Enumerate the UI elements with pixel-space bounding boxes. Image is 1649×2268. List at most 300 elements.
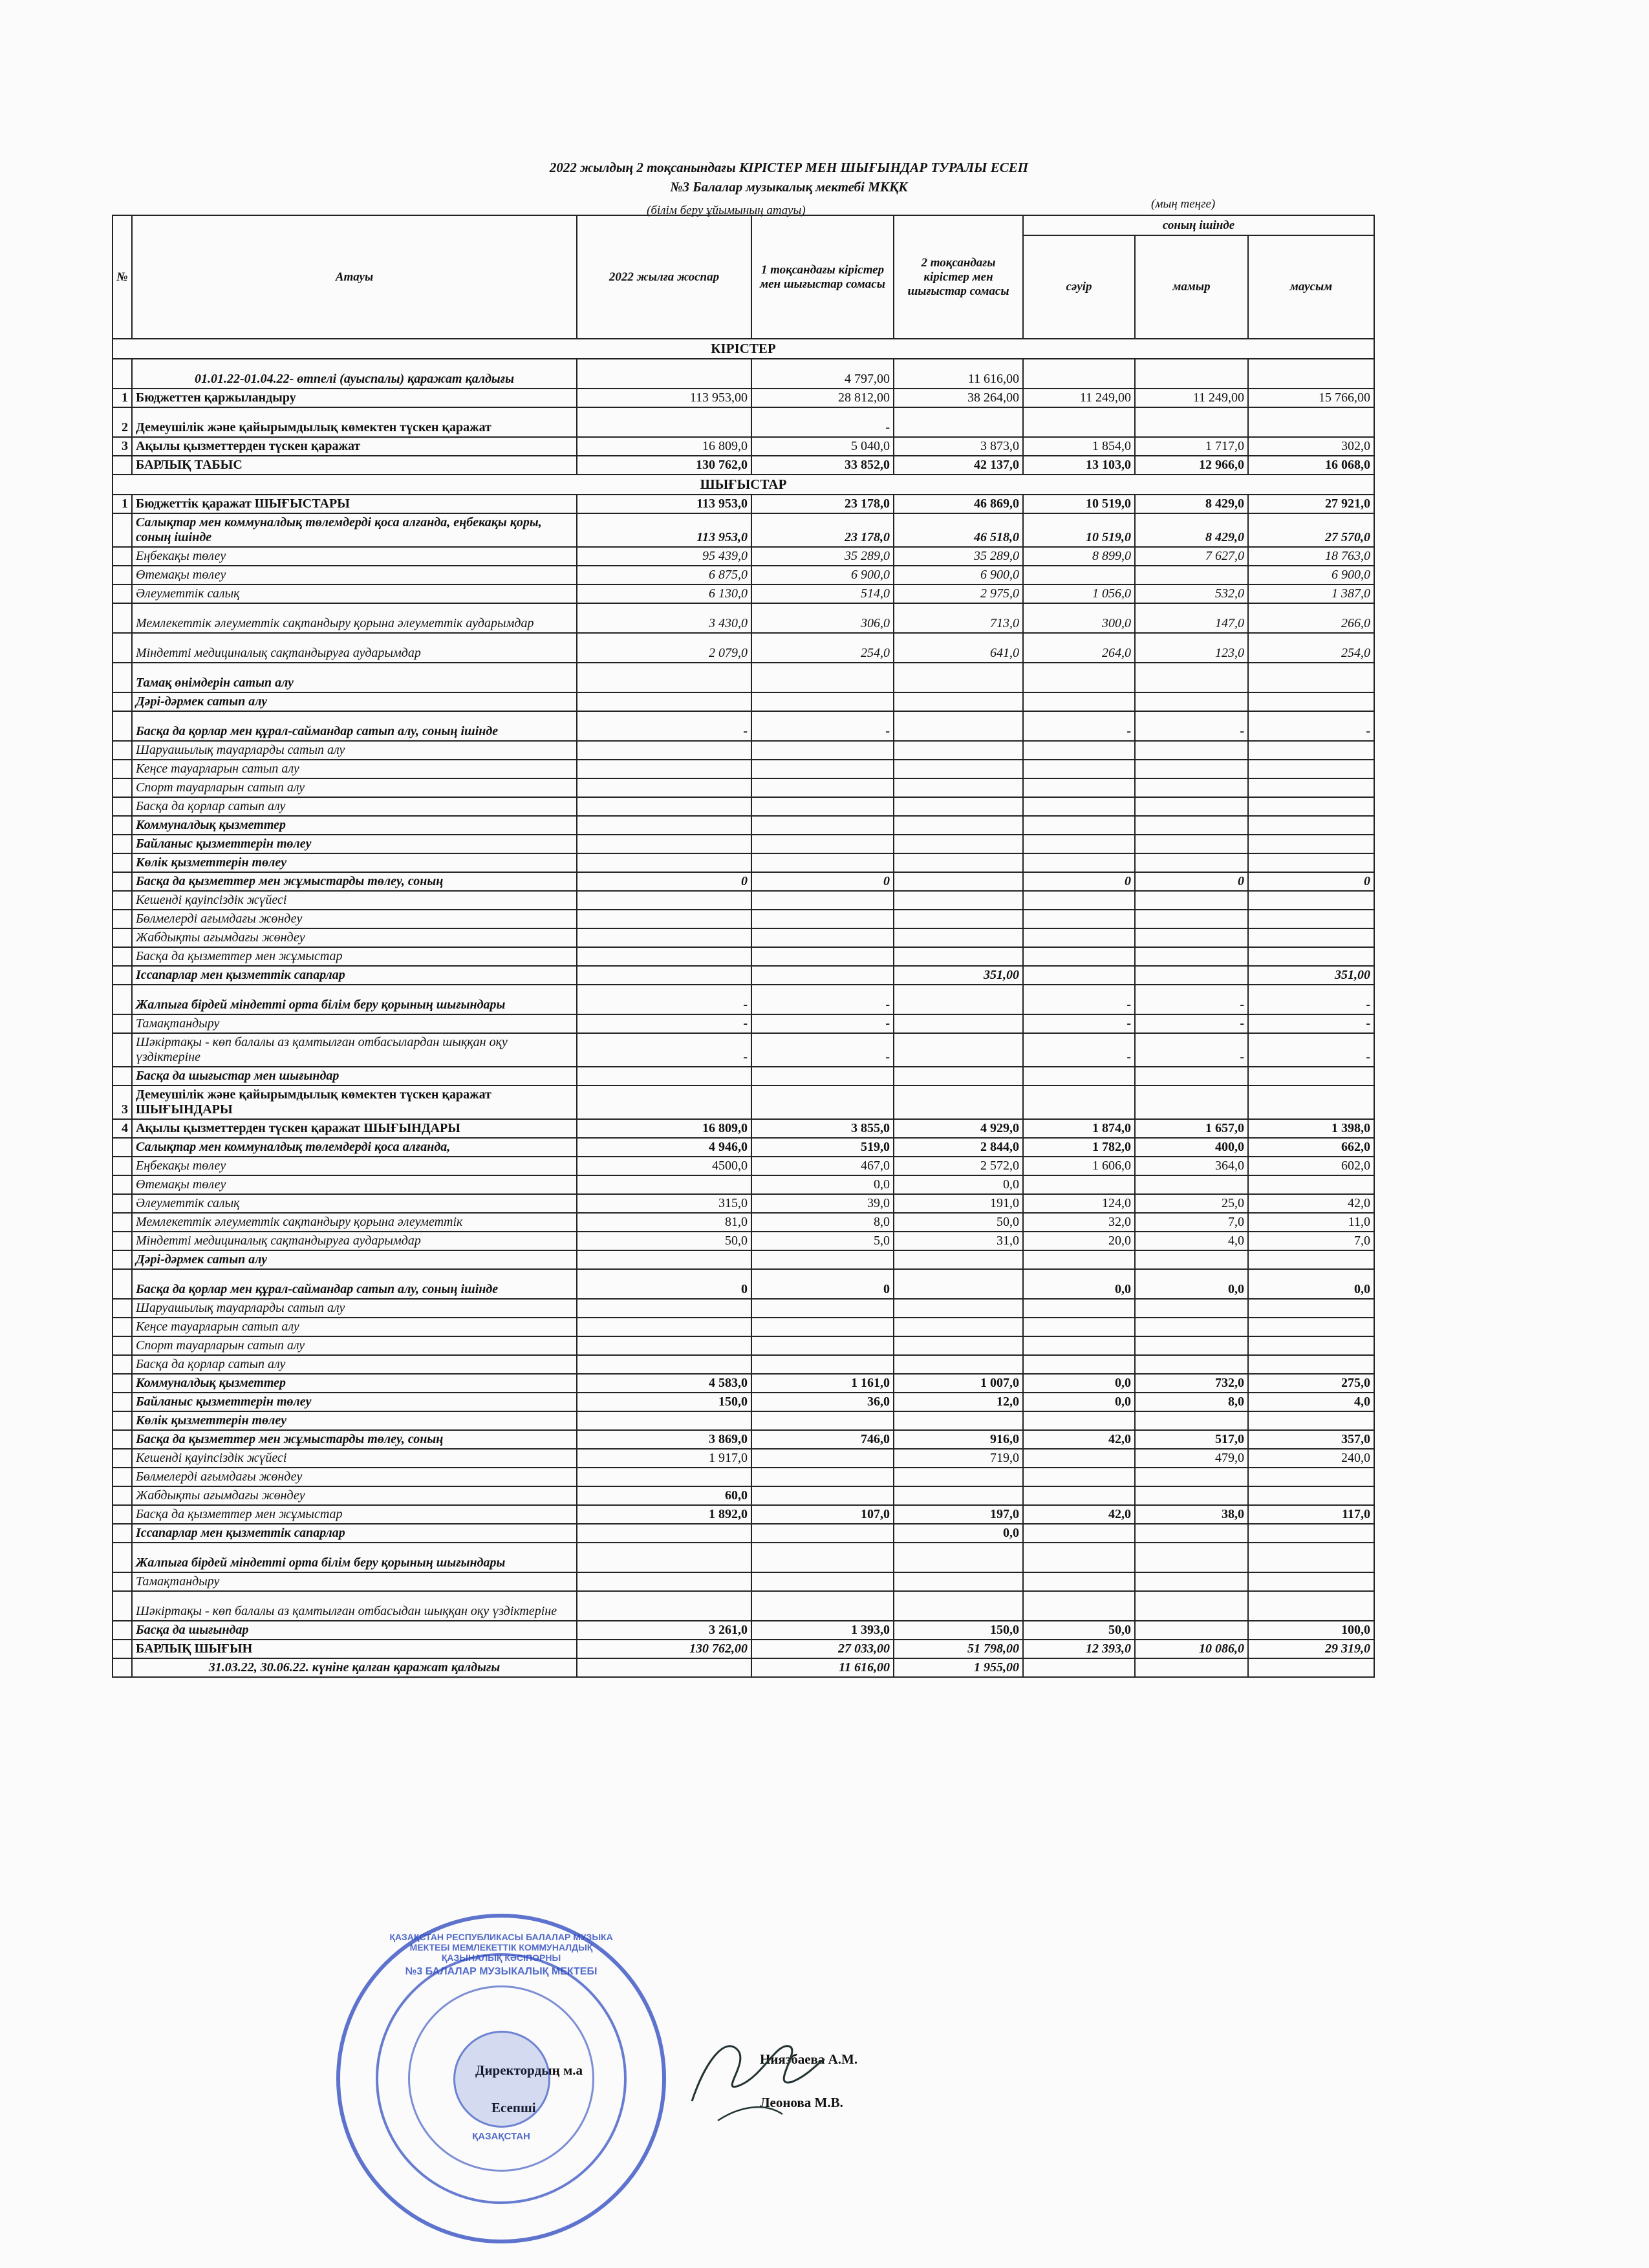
cell-apr — [1023, 1086, 1135, 1119]
cell-may: 25,0 — [1135, 1194, 1248, 1213]
cell-may: 732,0 — [1135, 1374, 1248, 1393]
row-number — [113, 1591, 132, 1621]
cell-q1 — [751, 1336, 894, 1355]
row-label: 31.03.22, 30.06.22. күніне қалған қаражат қалдығы — [132, 1658, 577, 1677]
cell-plan — [577, 1086, 751, 1119]
cell-may: 11 249,00 — [1135, 389, 1248, 407]
table-row — [113, 1138, 1374, 1157]
cell-q2 — [894, 1468, 1023, 1486]
cell-may — [1135, 760, 1248, 778]
row-number — [113, 513, 132, 547]
cell-apr — [1023, 835, 1135, 853]
cell-jun — [1248, 1524, 1374, 1543]
cell-q1: 23 178,0 — [751, 513, 894, 547]
row-label: Басқа да қорлар мен құрал-саймандар сатып алу, соның ішінде — [132, 711, 577, 741]
row-number — [113, 816, 132, 835]
cell-apr: 1 854,0 — [1023, 437, 1135, 456]
cell-may — [1135, 1621, 1248, 1640]
row-label: Байланыс қызметтерін төлеу — [132, 835, 577, 853]
cell-may: 12 966,0 — [1135, 456, 1248, 475]
table-row — [113, 495, 1374, 513]
row-label: Дәрі-дәрмек сатып алу — [132, 692, 577, 711]
cell-apr: 12 393,0 — [1023, 1640, 1135, 1658]
cell-jun — [1248, 692, 1374, 711]
row-number — [113, 566, 132, 584]
row-number — [113, 1505, 132, 1524]
row-label: Басқа да қызметтер мен жұмыстарды төлеу, соның — [132, 872, 577, 891]
table-row — [113, 816, 1374, 835]
report-title: 2022 жылдың 2 тоқсанындағы КІРІСТЕР МЕН ШЫҒЫНДАР ТУРАЛЫ ЕСЕП — [549, 160, 1029, 175]
row-number — [113, 853, 132, 872]
cell-q2 — [894, 778, 1023, 797]
cell-may — [1135, 692, 1248, 711]
row-number — [113, 1213, 132, 1232]
cell-q1: - — [751, 407, 894, 437]
table-row — [113, 1355, 1374, 1374]
cell-q1 — [751, 1572, 894, 1591]
director-name: Ниязбаева А.М. — [760, 2051, 858, 2067]
cell-q1: - — [751, 1033, 894, 1067]
row-number — [113, 966, 132, 985]
table-row — [113, 872, 1374, 891]
cell-q2: 2 572,0 — [894, 1157, 1023, 1175]
unit-note: (мың теңге) — [1151, 197, 1216, 211]
row-number — [113, 1269, 132, 1299]
cell-q2 — [894, 711, 1023, 741]
row-number — [113, 1621, 132, 1640]
row-number: 3 — [113, 1086, 132, 1119]
row-label: Кешенді қауіпсіздік жүйесі — [132, 891, 577, 910]
cell-q1 — [751, 663, 894, 692]
cell-q2 — [894, 1067, 1023, 1086]
cell-q2 — [894, 1355, 1023, 1374]
cell-may: 8 429,0 — [1135, 513, 1248, 547]
col-header-plan: 2022 жылға жоспар — [577, 215, 751, 339]
cell-jun: - — [1248, 711, 1374, 741]
table-row — [113, 1232, 1374, 1250]
cell-plan: 150,0 — [577, 1393, 751, 1411]
cell-may: 517,0 — [1135, 1430, 1248, 1449]
cell-q1 — [751, 1250, 894, 1269]
cell-apr: 1 606,0 — [1023, 1157, 1135, 1175]
table-row — [113, 966, 1374, 985]
table-row — [113, 1505, 1374, 1524]
table-row — [113, 910, 1374, 928]
cell-q1 — [751, 1468, 894, 1486]
row-label: Жалпыға бірдей міндетті орта білім беру қорының шығындары — [132, 1543, 577, 1572]
row-label: Басқа да қорлар мен құрал-саймандар сатып алу, соның ішінде — [132, 1269, 577, 1299]
cell-apr — [1023, 1355, 1135, 1374]
cell-may — [1135, 1299, 1248, 1318]
cell-q2 — [894, 985, 1023, 1014]
cell-q2 — [894, 1299, 1023, 1318]
cell-plan — [577, 1468, 751, 1486]
cell-jun — [1248, 1250, 1374, 1269]
table-row — [113, 1014, 1374, 1033]
cell-plan — [577, 816, 751, 835]
row-label: Тамақтандыру — [132, 1014, 577, 1033]
cell-plan: 81,0 — [577, 1213, 751, 1232]
cell-plan: 315,0 — [577, 1194, 751, 1213]
row-label: Көлік қызметтерін төлеу — [132, 853, 577, 872]
cell-q1: 107,0 — [751, 1505, 894, 1524]
col-header-april: сәуір — [1023, 235, 1135, 339]
row-number — [113, 456, 132, 475]
cell-q2: 6 900,0 — [894, 566, 1023, 584]
cell-q2 — [894, 891, 1023, 910]
cell-jun: 7,0 — [1248, 1232, 1374, 1250]
cell-apr — [1023, 760, 1135, 778]
row-number — [113, 1640, 132, 1658]
cell-jun — [1248, 1411, 1374, 1430]
cell-may: - — [1135, 711, 1248, 741]
cell-may: 123,0 — [1135, 633, 1248, 663]
row-number — [113, 1468, 132, 1486]
cell-plan — [577, 663, 751, 692]
row-number — [113, 872, 132, 891]
row-number — [113, 1014, 132, 1033]
table-row — [113, 547, 1374, 566]
cell-q2: 191,0 — [894, 1194, 1023, 1213]
cell-apr: 10 519,0 — [1023, 495, 1135, 513]
cell-apr — [1023, 853, 1135, 872]
cell-apr: 10 519,0 — [1023, 513, 1135, 547]
cell-q2 — [894, 407, 1023, 437]
cell-jun — [1248, 947, 1374, 966]
cell-plan: - — [577, 711, 751, 741]
row-number — [113, 1393, 132, 1411]
row-number — [113, 547, 132, 566]
cell-q2: 641,0 — [894, 633, 1023, 663]
cell-jun: 302,0 — [1248, 437, 1374, 456]
row-label: Коммуналдық қызметтер — [132, 1374, 577, 1393]
cell-plan — [577, 692, 751, 711]
row-number: 4 — [113, 1119, 132, 1138]
cell-apr — [1023, 1468, 1135, 1486]
cell-q2: 50,0 — [894, 1213, 1023, 1232]
row-number — [113, 359, 132, 389]
cell-q2: 12,0 — [894, 1393, 1023, 1411]
row-label: Өтемақы төлеу — [132, 566, 577, 584]
cell-may — [1135, 891, 1248, 910]
cell-apr: 11 249,00 — [1023, 389, 1135, 407]
row-number — [113, 1250, 132, 1269]
cell-q2: 35 289,0 — [894, 547, 1023, 566]
cell-jun: 275,0 — [1248, 1374, 1374, 1393]
cell-plan: 2 079,0 — [577, 633, 751, 663]
cell-jun — [1248, 1336, 1374, 1355]
cell-q1 — [751, 816, 894, 835]
cell-apr: - — [1023, 711, 1135, 741]
cell-q1 — [751, 1524, 894, 1543]
cell-q1: 39,0 — [751, 1194, 894, 1213]
cell-apr — [1023, 947, 1135, 966]
cell-q2: 2 844,0 — [894, 1138, 1023, 1157]
cell-q1 — [751, 1591, 894, 1621]
table-row — [113, 711, 1374, 741]
col-header-no: № — [113, 215, 132, 339]
cell-apr: 1 782,0 — [1023, 1138, 1135, 1157]
cell-q1 — [751, 1318, 894, 1336]
cell-q2 — [894, 1033, 1023, 1067]
cell-plan — [577, 1524, 751, 1543]
table-row — [113, 663, 1374, 692]
cell-plan: 16 809,0 — [577, 1119, 751, 1138]
cell-q1: 1 161,0 — [751, 1374, 894, 1393]
cell-apr — [1023, 1524, 1135, 1543]
table-row — [113, 1640, 1374, 1658]
cell-may — [1135, 778, 1248, 797]
cell-jun: 117,0 — [1248, 1505, 1374, 1524]
row-number — [113, 663, 132, 692]
cell-plan: 113 953,0 — [577, 513, 751, 547]
cell-jun: 42,0 — [1248, 1194, 1374, 1213]
cell-q1: 519,0 — [751, 1138, 894, 1157]
cell-q1: 0 — [751, 1269, 894, 1299]
table-row — [113, 692, 1374, 711]
stamp-outer-text: ҚАЗАҚСТАН РЕСПУБЛИКАСЫ БАЛАЛАР МУЗЫКА МЕКТЕБІ МЕМЛЕКЕТТІК КОММУНАЛДЫҚ ҚАЗЫНАЛЫҚ КӘСІПОРНЫ — [389, 1932, 613, 1963]
table-row — [113, 1524, 1374, 1543]
table-row — [113, 1572, 1374, 1591]
table-row — [113, 853, 1374, 872]
cell-q2 — [894, 928, 1023, 947]
cell-jun — [1248, 1468, 1374, 1486]
row-label: Көлік қызметтерін төлеу — [132, 1411, 577, 1430]
table-row — [113, 760, 1374, 778]
cell-may: 1 717,0 — [1135, 437, 1248, 456]
row-number — [113, 1033, 132, 1067]
cell-may — [1135, 1336, 1248, 1355]
cell-jun: 1 387,0 — [1248, 584, 1374, 603]
row-label: Басқа да қызметтер мен жұмыстар — [132, 1505, 577, 1524]
cell-jun — [1248, 928, 1374, 947]
row-number — [113, 603, 132, 633]
cell-q1: 36,0 — [751, 1393, 894, 1411]
row-number — [113, 1355, 132, 1374]
row-label: БАРЛЫҚ ТАБЫС — [132, 456, 577, 475]
table-row — [113, 437, 1374, 456]
cell-q2: 197,0 — [894, 1505, 1023, 1524]
cell-plan — [577, 891, 751, 910]
cell-may — [1135, 1591, 1248, 1621]
row-label: Еңбекақы төлеу — [132, 1157, 577, 1175]
cell-q2: 38 264,00 — [894, 389, 1023, 407]
cell-plan — [577, 778, 751, 797]
cell-q2 — [894, 1336, 1023, 1355]
cell-apr — [1023, 359, 1135, 389]
report-table — [112, 215, 1375, 1678]
cell-jun: 18 763,0 — [1248, 547, 1374, 566]
cell-apr — [1023, 816, 1135, 835]
cell-may: 0 — [1135, 872, 1248, 891]
cell-q1: 28 812,00 — [751, 389, 894, 407]
cell-plan: 6 130,0 — [577, 584, 751, 603]
cell-apr — [1023, 1067, 1135, 1086]
cell-apr — [1023, 1486, 1135, 1505]
cell-apr: 20,0 — [1023, 1232, 1135, 1250]
col-header-june: маусым — [1248, 235, 1374, 339]
cell-q2: 3 873,0 — [894, 437, 1023, 456]
row-number — [113, 1138, 132, 1157]
table-row — [113, 633, 1374, 663]
cell-q2: 1 955,00 — [894, 1658, 1023, 1677]
table-row — [113, 1468, 1374, 1486]
cell-jun — [1248, 1067, 1374, 1086]
row-number — [113, 1411, 132, 1430]
cell-jun — [1248, 778, 1374, 797]
cell-apr: 8 899,0 — [1023, 547, 1135, 566]
cell-plan — [577, 853, 751, 872]
cell-apr: - — [1023, 985, 1135, 1014]
cell-q1: 33 852,0 — [751, 456, 894, 475]
cell-jun — [1248, 797, 1374, 816]
cell-plan — [577, 1543, 751, 1572]
cell-jun: 15 766,00 — [1248, 389, 1374, 407]
cell-q1: 514,0 — [751, 584, 894, 603]
table-row — [113, 835, 1374, 853]
cell-q2: 11 616,00 — [894, 359, 1023, 389]
row-number — [113, 835, 132, 853]
cell-may — [1135, 741, 1248, 760]
row-label: Байланыс қызметтерін төлеу — [132, 1393, 577, 1411]
cell-apr — [1023, 910, 1135, 928]
cell-may — [1135, 1355, 1248, 1374]
row-label: Спорт тауарларын сатып алу — [132, 778, 577, 797]
cell-apr — [1023, 891, 1135, 910]
table-row — [113, 1411, 1374, 1430]
cell-jun — [1248, 853, 1374, 872]
table-row — [113, 1269, 1374, 1299]
cell-q2 — [894, 1543, 1023, 1572]
cell-q1: 8,0 — [751, 1213, 894, 1232]
cell-plan: 4 946,0 — [577, 1138, 751, 1157]
row-label: Мемлекеттік әлеуметтік сақтандыру қорына әлеуметтік аударымдар — [132, 603, 577, 633]
section-header — [113, 339, 1374, 359]
cell-q2 — [894, 816, 1023, 835]
cell-may — [1135, 407, 1248, 437]
cell-q2: 42 137,0 — [894, 456, 1023, 475]
cell-q1: 3 855,0 — [751, 1119, 894, 1138]
cell-q1 — [751, 1411, 894, 1430]
cell-apr: 42,0 — [1023, 1505, 1135, 1524]
cell-plan — [577, 359, 751, 389]
stamp-center-text: ҚАЗАҚСТАН — [472, 2131, 530, 2142]
cell-q2 — [894, 872, 1023, 891]
cell-may: 7,0 — [1135, 1213, 1248, 1232]
table-row — [113, 1486, 1374, 1505]
accountant-label: Есепші — [491, 2100, 536, 2115]
table-row — [113, 359, 1374, 389]
cell-q2: 0,0 — [894, 1524, 1023, 1543]
col-header-may: мамыр — [1135, 235, 1248, 339]
row-label: Жалпыға бірдей міндетті орта білім беру қорының шығындары — [132, 985, 577, 1014]
table-row — [113, 1119, 1374, 1138]
table-row — [113, 1430, 1374, 1449]
cell-may: - — [1135, 1014, 1248, 1033]
cell-plan: 113 953,00 — [577, 389, 751, 407]
cell-may: 8 429,0 — [1135, 495, 1248, 513]
row-label: Кешенді қауіпсіздік жүйесі — [132, 1449, 577, 1468]
cell-plan — [577, 835, 751, 853]
cell-may: 38,0 — [1135, 1505, 1248, 1524]
cell-apr: 0 — [1023, 872, 1135, 891]
accountant-name: Леонова М.В. — [760, 2095, 843, 2110]
row-number: 1 — [113, 389, 132, 407]
cell-may: - — [1135, 1033, 1248, 1067]
cell-jun — [1248, 1658, 1374, 1677]
cell-plan: 4500,0 — [577, 1157, 751, 1175]
cell-q2: 1 007,0 — [894, 1374, 1023, 1393]
cell-q1: 27 033,00 — [751, 1640, 894, 1658]
cell-q1 — [751, 1543, 894, 1572]
row-number: 3 — [113, 437, 132, 456]
cell-apr: - — [1023, 1033, 1135, 1067]
cell-jun: 4,0 — [1248, 1393, 1374, 1411]
cell-q2: 150,0 — [894, 1621, 1023, 1640]
cell-jun: 351,00 — [1248, 966, 1374, 985]
col-header-q1: 1 тоқсандағы кірістер мен шығыстар сомасы — [751, 215, 894, 339]
cell-apr — [1023, 663, 1135, 692]
cell-q1 — [751, 891, 894, 910]
row-label: Әлеуметтік салық — [132, 1194, 577, 1213]
cell-apr: 13 103,0 — [1023, 456, 1135, 475]
row-label: Дәрі-дәрмек сатып алу — [132, 1250, 577, 1269]
cell-q1: - — [751, 711, 894, 741]
cell-plan — [577, 1175, 751, 1194]
section-title: КІРІСТЕР — [113, 339, 1374, 359]
row-label: Бөлмелерді ағымдағы жөндеу — [132, 910, 577, 928]
row-label: Жабдықты ағымдағы жөндеу — [132, 1486, 577, 1505]
table-row — [113, 891, 1374, 910]
cell-jun: 27 570,0 — [1248, 513, 1374, 547]
cell-q2 — [894, 835, 1023, 853]
table-row — [113, 584, 1374, 603]
cell-plan: 130 762,0 — [577, 456, 751, 475]
cell-jun: 240,0 — [1248, 1449, 1374, 1468]
cell-may: 7 627,0 — [1135, 547, 1248, 566]
table-row — [113, 985, 1374, 1014]
cell-jun — [1248, 891, 1374, 910]
cell-plan — [577, 1411, 751, 1430]
row-number — [113, 891, 132, 910]
cell-apr — [1023, 1336, 1135, 1355]
row-number — [113, 910, 132, 928]
table-row — [113, 1067, 1374, 1086]
row-label: Міндетті медициналық сақтандыруға аударымдар — [132, 633, 577, 663]
row-label: Демеушілік және қайырымдылық көмектен түскен қаражат — [132, 407, 577, 437]
cell-jun: 11,0 — [1248, 1213, 1374, 1232]
cell-jun: 100,0 — [1248, 1621, 1374, 1640]
table-row — [113, 1250, 1374, 1269]
cell-apr: 1 874,0 — [1023, 1119, 1135, 1138]
cell-apr — [1023, 692, 1135, 711]
cell-q1 — [751, 778, 894, 797]
director-label: Директордың м.а — [475, 2062, 583, 2078]
row-number — [113, 711, 132, 741]
row-label: Басқа да қорлар сатып алу — [132, 797, 577, 816]
cell-plan: 1 917,0 — [577, 1449, 751, 1468]
row-label: Мемлекеттік әлеуметтік сақтандыру қорына әлеуметтік — [132, 1213, 577, 1232]
cell-jun — [1248, 1572, 1374, 1591]
cell-plan: 95 439,0 — [577, 547, 751, 566]
cell-q1 — [751, 853, 894, 872]
row-number — [113, 1157, 132, 1175]
cell-apr: 124,0 — [1023, 1194, 1135, 1213]
cell-q2: 351,00 — [894, 966, 1023, 985]
cell-q2: 916,0 — [894, 1430, 1023, 1449]
col-header-name: Атауы — [132, 215, 577, 339]
row-label: Кеңсе тауарларын сатып алу — [132, 1318, 577, 1336]
